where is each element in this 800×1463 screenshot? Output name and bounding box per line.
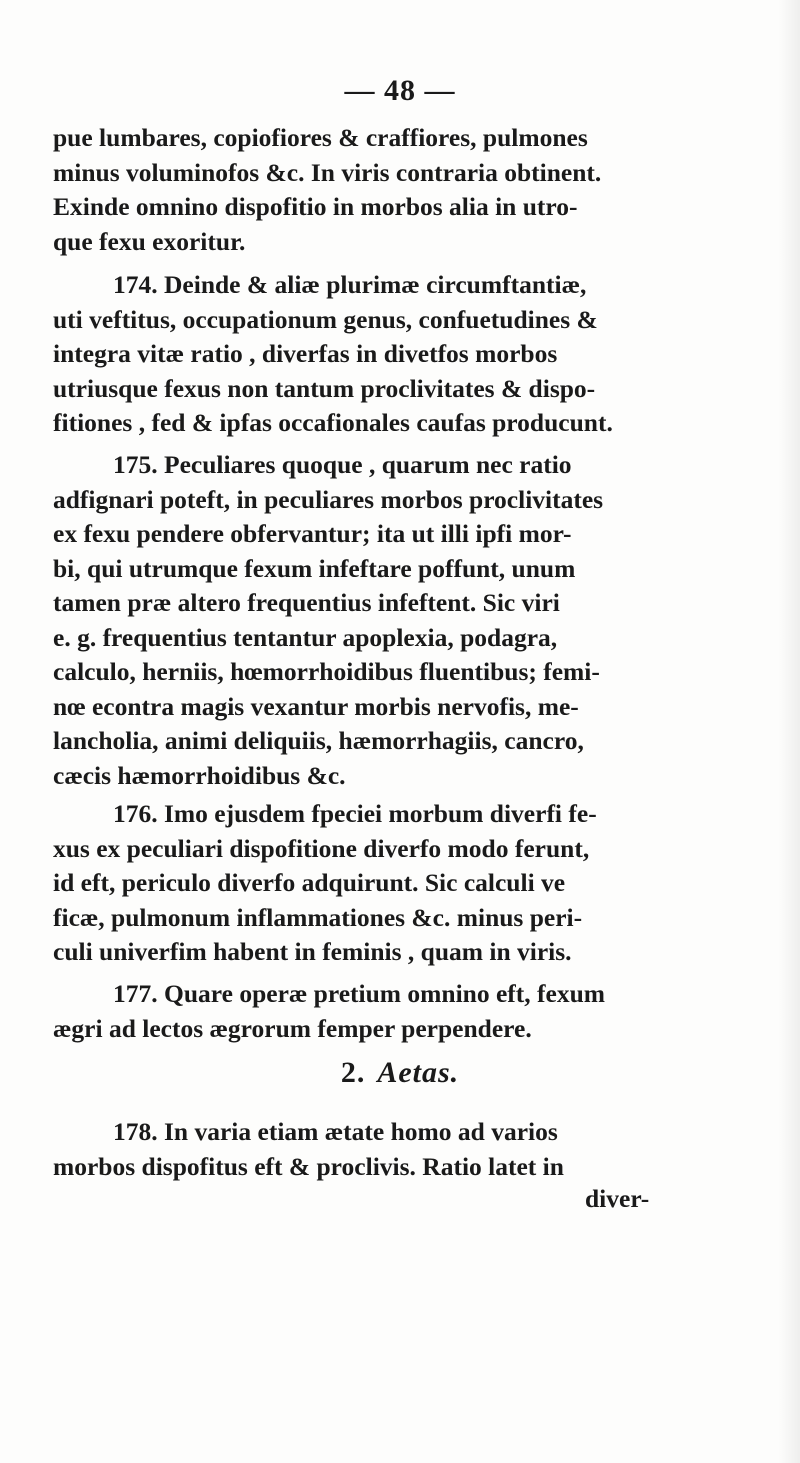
- text-line: minus voluminofos &c. In viris contraria obtinent.: [53, 157, 602, 187]
- paragraph-177: [53, 977, 773, 1046]
- text-line: lancholia, animi deliquiis, hæmorrhagiis, cancro,: [53, 726, 584, 755]
- text-line: calculo, herniis, hœmorrhoidibus fluentibus; femi-: [53, 657, 600, 686]
- section-heading: [0, 1056, 800, 1090]
- text-line: fitiones , fed & ipfas occafionales caufas producunt.: [53, 408, 613, 437]
- text-line: xus ex peculiari dispofitione diverfo modo ferunt,: [53, 833, 590, 863]
- text-line: pue lumbares, copiofiores & craffiores, pulmones: [53, 123, 588, 152]
- paragraph-174: [53, 268, 773, 441]
- text-line: nœ econtra magis vexantur morbis nervofis, me-: [53, 691, 579, 721]
- section-title: Aetas.: [377, 1056, 460, 1089]
- paragraph-175: [53, 448, 773, 793]
- text-line: ficæ, pulmonum inflammationes &c. minus peri-: [53, 902, 583, 932]
- text-line: 174. Deinde & aliæ plurimæ circumftantiæ,: [113, 270, 587, 299]
- text-line: 177. Quare operæ pretium omnino eft, fexum: [113, 979, 606, 1008]
- page-edge-shadow: [778, 0, 800, 1463]
- text-line: ex fexu pendere obfervantur; ita ut illi ipfi mor-: [53, 519, 572, 548]
- text-line: uti veftitus, occupationum genus, confuetudines &: [53, 304, 598, 334]
- text-line: 175. Peculiares quoque , quarum nec ratio: [113, 450, 572, 479]
- text-line: id eft, periculo diverfo adquirunt. Sic calculi ve: [53, 868, 566, 897]
- text-line: integra vitæ ratio , diverfas in divetfos morbos: [53, 339, 558, 368]
- text-line: bi, qui utrumque fexum infeftare poffunt, unum: [53, 553, 576, 583]
- text-line: utriusque fexus non tantum proclivitates & dispo-: [53, 373, 596, 403]
- paragraph-178: [53, 1115, 773, 1184]
- catchword: diver-: [585, 1184, 650, 1213]
- text-line: que fexu exoritur.: [53, 226, 246, 256]
- text-line: tamen præ altero frequentius infeftent. Sic viri: [53, 588, 560, 617]
- text-line: adfignari poteft, in peculiares morbos proclivitates: [53, 484, 604, 514]
- text-line: ægri ad lectos ægrorum femper perpendere.: [53, 1013, 532, 1043]
- text-line: 176. Imo ejusdem fpeciei morbum diverfi fe-: [113, 799, 597, 828]
- section-number: 2.: [340, 1056, 366, 1089]
- text-line: e. g. frequentius tentantur apoplexia, podagra,: [53, 622, 558, 652]
- text-line: 178. In varia etiam ætate homo ad varios: [113, 1117, 558, 1146]
- page-number: — 48 —: [344, 74, 456, 107]
- text-line: Exinde omnino dispofitio in morbos alia in utro-: [53, 192, 578, 221]
- text-line: cæcis hæmorrhoidibus &c.: [53, 760, 346, 790]
- text-line: culi univerfim habent in feminis , quam in viris.: [53, 937, 572, 966]
- text-line: morbos dispofitus eft & proclivis. Ratio latet in: [53, 1151, 564, 1181]
- continuation-paragraph: [53, 121, 773, 259]
- paragraph-176: [53, 797, 773, 970]
